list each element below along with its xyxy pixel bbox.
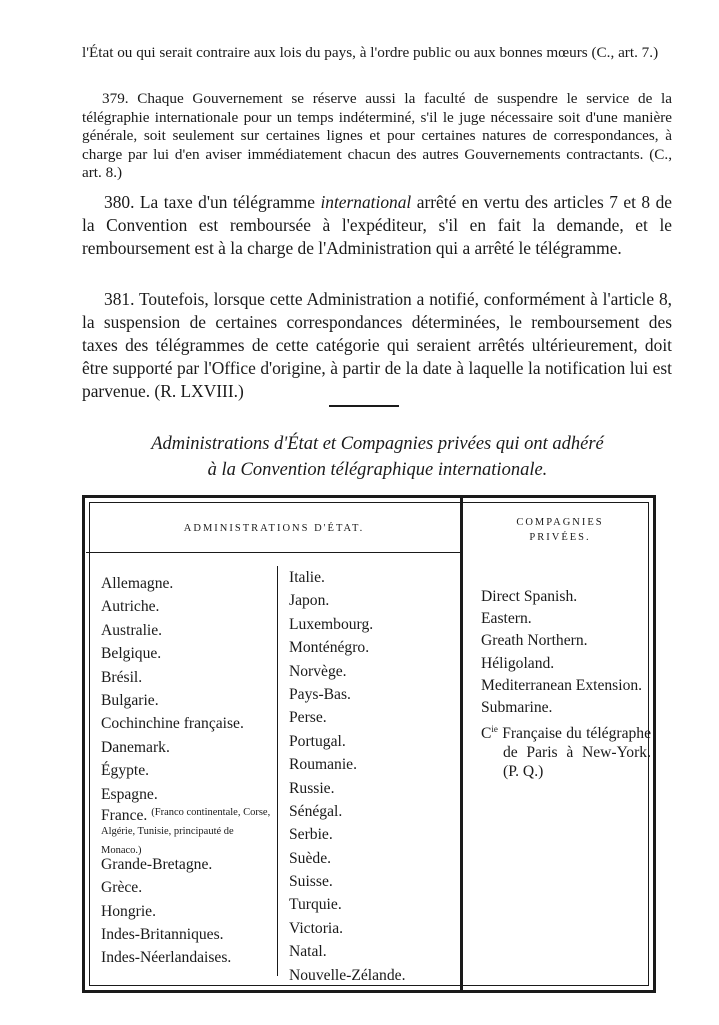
paragraph-379: 379. Chaque Gouvernement se réserve aussi la faculté de suspendre le service de la télégraphie internationale pour un temps indéterminé, s'il le juge nécessaire soit d'une manière générale, soit seulement sur certaines lignes et pour certaines natures de correspondances, à charge par lui d'en aviser immédiatement chacun des autres Gouvernements contractants. (C., art. 8.) [82,90,672,181]
list-item: Russie. [289,779,335,797]
list-item: Bulgarie. [101,691,159,709]
companies-list [481,587,651,785]
list-item: Luxembourg. [289,615,374,633]
list-item: Portugal. [289,732,346,750]
article-number: 380. [104,192,135,212]
list-item: Victoria. [289,919,344,937]
list-item: Mediterranean Extension. [481,676,643,694]
section-heading-line-1: Administrations d'État et Compagnies privées qui ont adhéré [151,434,604,454]
list-item: Perse. [289,709,327,727]
list-item: Danemark. [101,738,170,756]
list-item: Japon. [289,592,330,610]
state-list-right [289,566,405,987]
list-item: Égypte. [101,762,150,780]
table-column-divider [460,495,463,993]
list-item: Submarine. [481,698,553,716]
list-item: Héligoland. [481,654,555,672]
list-item: Suède. [289,849,332,867]
list-item: Sénégal. [289,802,343,820]
list-item: Autriche. [101,598,160,616]
list-item: Espagne. [101,785,158,803]
list-item: Indes-Néerlandaises. [101,949,232,967]
section-heading-line-2: à la Convention télégraphique internationale. [207,460,548,480]
list-item: Brésil. [101,668,143,686]
list-item: Cochinchine française. [101,715,244,733]
list-item: Pays-Bas. [289,685,351,703]
list-item-compagnie-francaise: $C^{ie}$ Française du télégraphe de Paris à New-York. (P. Q.) [481,724,651,781]
state-column-separator [277,566,278,976]
list-item: Natal. [289,943,327,961]
state-administrations-header: ADMINISTRATIONS D'ÉTAT. [183,523,365,534]
paragraph-381: 381. Toutefois, lorsque cette Administration a notifié, conformément à l'article 8, la suspension de certaines correspondances déterminées, le remboursement des taxes des télégrammes de cette catégorie qui seraient arrêtés ultérieurement, doit être supporté par l'Office d'origine, à partir de la date à laquelle la notification lui est parvenue. (R. LXVIII.) [82,289,672,401]
list-item: Direct Spanish. [481,588,578,605]
list-item: Allemagne. [101,575,174,592]
state-list-left [101,572,271,970]
list-item: Monténégro. [289,639,370,657]
list-item: Grande-Bretagne. [101,855,213,873]
list-item: Indes-Britanniques. [101,926,224,944]
paragraph-380: 380. La taxe d'un télégramme international arrêté en vertu des articles 7 et 8 de la Convention est remboursée à l'expéditeur, s'il en fait la demande, et le remboursement est à la charge de l'Administration qui a arrêté le télégramme. [82,192,672,258]
list-item: Australie. [101,621,163,639]
list-item: Greath Northern. [481,632,588,650]
list-item: Eastern. [481,610,532,628]
list-item: Roumanie. [289,756,357,774]
list-item: Grèce. [101,879,143,897]
article-number: 381. [104,289,135,309]
list-item: Italie. [289,569,325,586]
list-item: Suisse. [289,873,333,891]
private-companies-header: COMPAGNIES PRIVÉES. [516,517,604,543]
list-item: Norvège. [289,662,347,680]
list-item: Nouvelle-Zélande. [289,966,406,984]
article-number: 379. [102,90,129,107]
section-divider [329,405,399,407]
list-item: Belgique. [101,645,162,663]
list-item-france: France. $^{(Franco continentale, Corse, Algérie, Tunisie, principauté de Monaco.)}$ [101,806,271,856]
list-item: Turquie. [289,896,342,914]
list-item: Serbie. [289,826,333,844]
france-note: (Franco continentale, Corse, Algérie, Tunisie, principauté de Monaco.) [101,806,271,856]
list-item: Hongrie. [101,902,156,920]
table-header-divider [86,552,460,553]
paragraph-continuation: l'État ou qui serait contraire aux lois du pays, à l'ordre public ou aux bonnes mœurs (C., art. 7.) [82,44,659,61]
